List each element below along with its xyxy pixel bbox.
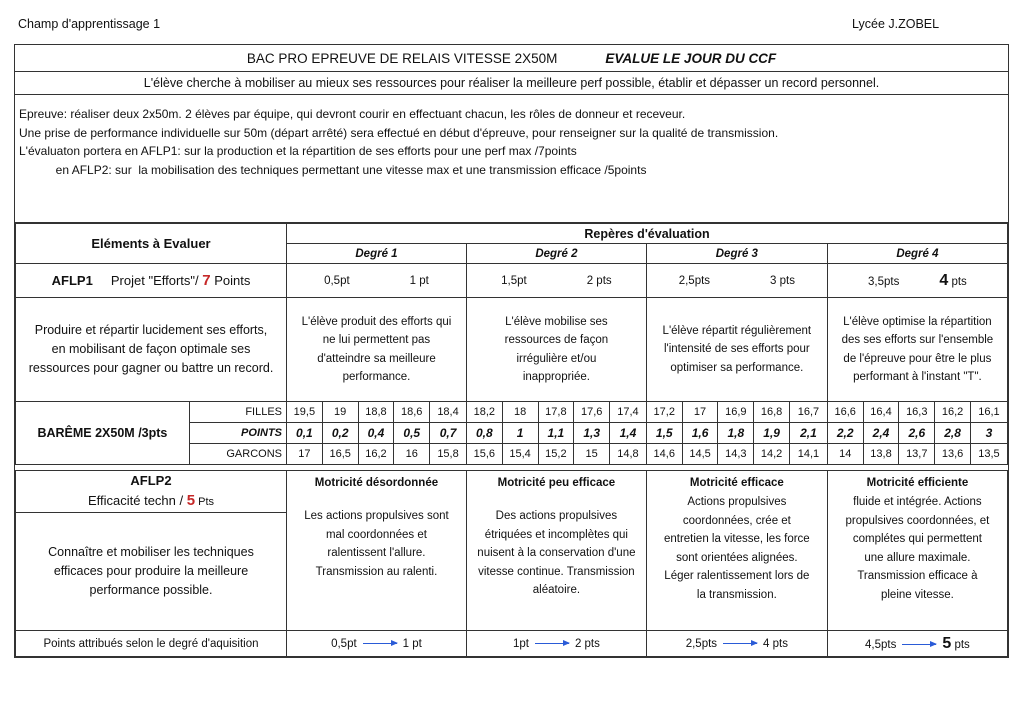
aflp2-element-text: Connaître et mobiliser les techniques efficaces pour produire la meilleure performance possible.	[16, 513, 287, 631]
points-cell: 1,8	[718, 423, 754, 444]
filles-cell: 17,8	[538, 402, 574, 423]
points-max: 3 pts	[770, 274, 795, 287]
description-line: L'évaluaton portera en AFLP1: sur la production et la répartition de ses efforts pour une perf max /7points	[19, 144, 577, 158]
filles-cell: 16,3	[899, 402, 935, 423]
range-min: 4,5pts	[865, 638, 897, 651]
range-min: 1pt	[512, 637, 529, 650]
degree-title: Motricité désordonnée	[314, 477, 439, 489]
aflp1-degree-4-text: L'élève optimise la répartition des ses efforts sur l'ensemble de l'épreuve pour être le plus performant à l'instant "T".	[827, 298, 1007, 402]
points-min: 0,5pt	[324, 274, 350, 287]
filles-cell: 16,1	[970, 402, 1007, 423]
aflp1-degree-3-text: L'élève répartit régulièrement l'intensité de ses efforts pour optimiser sa performance.	[646, 298, 827, 402]
aflp1-points-label: Points	[210, 273, 251, 288]
degree-title: Motricité peu efficace	[497, 477, 616, 489]
garcons-cell: 15	[574, 444, 610, 465]
points-cell: 2,8	[935, 423, 971, 444]
aflp2-range-3	[646, 631, 827, 657]
garcons-cell: 16	[394, 444, 430, 465]
degree-3-header: Degré 3	[646, 244, 827, 264]
degree-text: Actions propulsives coordonnées, crée et entretien la vitesse, les force sont orientées alignées. Léger ralentissement lors de la transmission.	[663, 496, 810, 601]
filles-cell: 16,4	[863, 402, 899, 423]
points-min: 2,5pts	[678, 274, 711, 287]
arrow-right-icon	[723, 643, 757, 644]
garcons-cell: 14	[827, 444, 863, 465]
filles-cell: 19,5	[287, 402, 323, 423]
aflp2-degree-2	[466, 471, 646, 631]
title-bar	[15, 45, 1008, 72]
degree-title: Motricité efficace	[689, 477, 784, 489]
garcons-cell: 15,6	[466, 444, 502, 465]
filles-cell: 16,2	[935, 402, 971, 423]
description-line: Une prise de performance individuelle sur 50m (départ arrêté) sera effectué en début d'épreuve, pour renseigner sur la qualité de transmission.	[19, 125, 779, 140]
garcons-cell: 15,2	[538, 444, 574, 465]
garcons-cell: 13,5	[970, 444, 1007, 465]
points-cell: 0,4	[358, 423, 394, 444]
range-max: 2 pts	[574, 637, 600, 650]
range-min: 0,5pt	[331, 637, 357, 650]
range-min: 2,5pts	[685, 637, 718, 650]
filles-cell: 17,6	[574, 402, 610, 423]
garcons-cell: 14,5	[682, 444, 718, 465]
garcons-cell: 14,6	[646, 444, 682, 465]
garcons-cell: 17	[287, 444, 323, 465]
aflp2-points-num: 5	[186, 492, 196, 509]
filles-cell: 17,2	[646, 402, 682, 423]
header-right: Lycée J.ZOBEL	[852, 17, 940, 31]
degree-1-points	[287, 264, 467, 298]
degree-text: Les actions propulsives sont mal coordonnées et ralentissent l'allure. Transmission au ralenti.	[304, 510, 449, 578]
points-cell: 1	[502, 423, 538, 444]
degree-3-points	[646, 264, 827, 298]
points-cell: 2,4	[863, 423, 899, 444]
aflp2-range-4	[827, 631, 1007, 657]
aflp2-points-label: Pts	[195, 496, 215, 508]
evaluation-sheet	[14, 44, 1009, 658]
filles-cell: 16,9	[718, 402, 754, 423]
aflp2-degree-1	[287, 471, 467, 631]
range-max: 5	[942, 634, 952, 652]
points-cell: 1,3	[574, 423, 610, 444]
filles-cell: 16,8	[754, 402, 790, 423]
filles-cell: 18	[502, 402, 538, 423]
degree-1-header: Degré 1	[287, 244, 467, 264]
header-left: Champ d'apprentissage 1	[18, 17, 161, 31]
description-line: en AFLP2: sur la mobilisation des techniques permettant une vitesse max et une transmission efficace /5points	[19, 162, 647, 177]
garcons-cell: 13,6	[935, 444, 971, 465]
arrow-right-icon	[363, 643, 397, 644]
points-cell: 0,2	[322, 423, 358, 444]
aflp2-subtitle: Efficacité techn /	[87, 493, 187, 508]
garcons-cell: 13,8	[863, 444, 899, 465]
degree-2-points	[466, 264, 646, 298]
aflp2-degree-3	[646, 471, 827, 631]
filles-cell: 16,6	[827, 402, 863, 423]
points-cell: 0,5	[394, 423, 430, 444]
filles-cell: 16,7	[790, 402, 828, 423]
points-cell: 0,8	[466, 423, 502, 444]
filles-cell: 18,4	[430, 402, 467, 423]
garcons-cell: 15,4	[502, 444, 538, 465]
filles-label: FILLES	[189, 402, 286, 423]
points-cell: 1,5	[646, 423, 682, 444]
aflp2-points-row-label: Points attribués selon le degré d'aquisition	[16, 631, 287, 657]
arrow-right-icon	[535, 643, 569, 644]
points-cell: 0,7	[430, 423, 467, 444]
title-main: BAC PRO EPREUVE DE RELAIS VITESSE 2X50M	[246, 50, 558, 66]
filles-cell: 19	[322, 402, 358, 423]
bareme-label: BARÊME 2X50M /3pts	[16, 402, 190, 465]
range-max: 4 pts	[763, 637, 788, 650]
aflp1-element-text: Produire et répartir lucidement ses efforts, en mobilisant de façon optimale ses ressources pour gagner ou battre un record.	[16, 298, 287, 402]
title-bold: EVALUE LE JOUR DU CCF	[605, 50, 777, 66]
description-line: Epreuve: réaliser deux 2x50m. 2 élèves par équipe, qui devront courir en effectuant chacun, les rôles de donneur et receveur.	[19, 107, 686, 121]
points-cell: 3	[970, 423, 1007, 444]
points-unit: pts	[951, 275, 967, 288]
intro-text: L'élève cherche à mobiliser au mieux ses ressources pour réaliser la meilleure perf possible, établir et dépasser un record personnel.	[15, 72, 1008, 95]
points-cell: 2,2	[827, 423, 863, 444]
aflp1-degree-1-text: L'élève produit des efforts qui ne lui permettent pas d'atteindre sa meilleure performance.	[287, 298, 467, 402]
points-cell: 1,6	[682, 423, 718, 444]
garcons-label: GARCONS	[189, 444, 286, 465]
aflp1-points-num: 7	[202, 272, 211, 289]
aflp1-projet: Projet "Efforts"/	[110, 273, 203, 288]
arrow-right-icon	[902, 644, 936, 645]
points-cell: 1,4	[610, 423, 647, 444]
degree-4-points	[827, 264, 1007, 298]
points-label: POINTS	[189, 423, 286, 444]
points-max: 4	[939, 271, 949, 289]
garcons-cell: 14,3	[718, 444, 754, 465]
aflp2-degree-4	[827, 471, 1007, 631]
garcons-cell: 14,1	[790, 444, 828, 465]
range-unit: pts	[954, 638, 970, 651]
reperes-header: Repères d'évaluation	[287, 224, 1008, 244]
aflp2-code: AFLP2	[130, 473, 172, 488]
aflp2-range-2	[466, 631, 646, 657]
filles-cell: 18,2	[466, 402, 502, 423]
points-max: 1 pt	[409, 274, 429, 287]
garcons-cell: 16,2	[358, 444, 394, 465]
garcons-cell: 16,5	[322, 444, 358, 465]
points-min: 1,5pt	[501, 274, 527, 287]
garcons-cell: 15,8	[430, 444, 467, 465]
aflp2-range-1	[287, 631, 467, 657]
points-cell: 2,6	[899, 423, 935, 444]
aflp2-label	[16, 471, 287, 513]
points-max: 2 pts	[586, 274, 612, 287]
degree-title: Motricité efficiente	[866, 477, 969, 489]
points-cell: 0,1	[287, 423, 323, 444]
filles-cell: 17,4	[610, 402, 647, 423]
degree-text: Des actions propulsives étriquées et incomplètes qui nuisent à la conservation d'une vitesse continue. Transmission aléatoire.	[477, 510, 636, 596]
filles-cell: 18,8	[358, 402, 394, 423]
evaluation-table	[15, 223, 1008, 657]
filles-cell: 17	[682, 402, 718, 423]
aflp1-code: AFLP1	[51, 273, 93, 288]
points-min: 3,5pts	[868, 275, 900, 288]
elements-header: Eléments à Evaluer	[16, 224, 287, 264]
aflp1-degree-2-text: L'élève mobilise ses ressources de façon irrégulière et/ou inappropriée.	[466, 298, 646, 402]
aflp1-label	[16, 264, 287, 298]
range-max: 1 pt	[402, 637, 422, 650]
garcons-cell: 14,2	[754, 444, 790, 465]
description-block	[15, 95, 1008, 223]
points-cell: 1,1	[538, 423, 574, 444]
filles-cell: 18,6	[394, 402, 430, 423]
points-cell: 1,9	[754, 423, 790, 444]
garcons-cell: 13,7	[899, 444, 935, 465]
garcons-cell: 14,8	[610, 444, 647, 465]
points-cell: 2,1	[790, 423, 828, 444]
degree-4-header: Degré 4	[827, 244, 1007, 264]
degree-2-header: Degré 2	[466, 244, 646, 264]
degree-text: fluide et intégrée. Actions propulsives coordonnées, et complétes qui permettent une allure maximale. Transmission efficace à pleine vitesse.	[845, 496, 990, 601]
